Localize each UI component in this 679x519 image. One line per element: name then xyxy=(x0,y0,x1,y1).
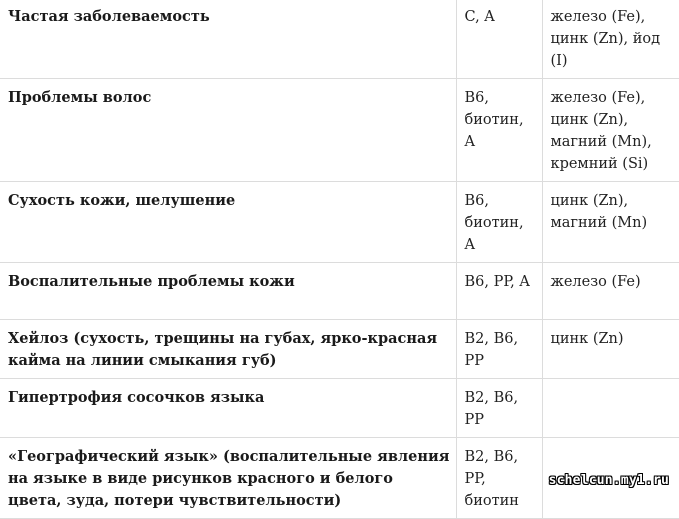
vitamins-cell: B6, PP, A xyxy=(456,263,542,320)
vitamins-cell: B2, B6, PP, биотин xyxy=(456,438,542,519)
minerals-cell: цинк (Zn) xyxy=(542,320,679,379)
symptom-cell: Частая заболеваемость xyxy=(0,0,456,79)
symptom-cell: «Географический язык» (воспалительные явления на языке в виде рисунков красного и белого цвета, зуда, потери чувствительности) xyxy=(0,438,456,519)
table-row xyxy=(0,379,679,438)
vitamins-cell: C, A xyxy=(456,0,542,79)
table-row xyxy=(0,263,679,320)
table-row xyxy=(0,320,679,379)
table-row xyxy=(0,182,679,263)
symptom-cell: Проблемы волос xyxy=(0,79,456,182)
table-row xyxy=(0,0,679,79)
minerals-cell: железо (Fe), цинк (Zn), магний (Mn), кремний (Si) xyxy=(542,79,679,182)
minerals-cell: железо (Fe) xyxy=(542,263,679,320)
vitamins-cell: B2, B6, PP xyxy=(456,379,542,438)
minerals-cell: цинк (Zn), магний (Mn) xyxy=(542,182,679,263)
vitamins-cell: B6, биотин, A xyxy=(456,79,542,182)
vitamins-cell: B6, биотин, A xyxy=(456,182,542,263)
watermark: schelcun.my1.ru xyxy=(548,473,669,488)
symptom-cell: Воспалительные проблемы кожи xyxy=(0,263,456,320)
symptom-cell: Хейлоз (сухость, трещины на губах, ярко-красная кайма на линии смыкания губ) xyxy=(0,320,456,379)
minerals-cell xyxy=(542,379,679,438)
symptom-cell: Гипертрофия сосочков языка xyxy=(0,379,456,438)
vitamins-cell: B2, B6, PP xyxy=(456,320,542,379)
minerals-cell: железо (Fe), цинк (Zn), йод (I) xyxy=(542,0,679,79)
symptom-cell: Сухость кожи, шелушение xyxy=(0,182,456,263)
table-row xyxy=(0,79,679,182)
